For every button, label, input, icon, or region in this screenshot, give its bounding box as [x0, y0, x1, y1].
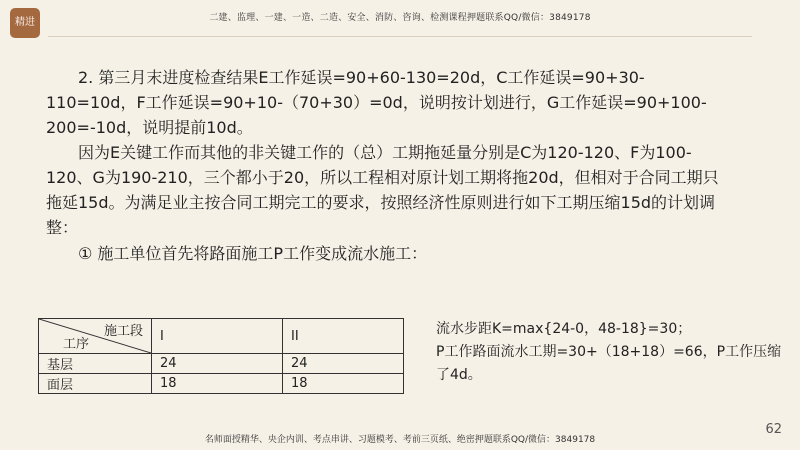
- column-header: I: [152, 319, 283, 354]
- row-label: 面层: [39, 374, 152, 394]
- header-banner: 二建、监理、一建、一造、二造、安全、消防、咨询、检测课程押题联系QQ/微信：3849178: [209, 13, 591, 23]
- table-cell: 24: [283, 354, 404, 374]
- header-process-label: 工序: [63, 337, 90, 352]
- flow-table: [38, 318, 404, 394]
- flow-duration-line: P工作路面流水工期=30+（18+18）=66，P工作压缩了4d。: [436, 344, 782, 383]
- diagonal-header-cell: [39, 319, 152, 354]
- step-one: ① 施工单位首先将路面施工P工作变成流水施工：: [78, 244, 428, 263]
- header-divider: [48, 36, 752, 37]
- page-number: 62: [765, 422, 782, 437]
- row-label: 基层: [39, 354, 152, 374]
- table-cell: 18: [152, 374, 283, 394]
- main-content: [46, 65, 726, 266]
- logo: 精进: [10, 8, 40, 38]
- footer-banner: 名师面授精华、央企内训、考点串讲、习题模考、考前三页纸、绝密押题联系QQ/微信：3849178: [204, 435, 596, 445]
- table-cell: 24: [152, 354, 283, 374]
- calculation-notes: [420, 318, 790, 387]
- step-distance-line: 流水步距K=max{24-0，48-18}=30；: [436, 321, 692, 337]
- table-header-row: [39, 319, 404, 354]
- table-row: [39, 354, 404, 374]
- header-segment-label: 施工段: [103, 324, 143, 339]
- paragraph-progress-check: 2. 第三月末进度检查结果E工作延误=90+60-130=20d，C工作延误=90+30-110=10d，F工作延误=90+10-（70+30）=0d，说明按计划进行，G工作延误=90+100-200=-10d，说明提前10d。: [46, 68, 707, 137]
- column-header: II: [283, 319, 404, 354]
- paragraph-analysis: 因为E关键工作而其他的非关键工作的（总）工期拖延量分别是C为120-120、F为100-120、G为190-210，三个都小于20，所以工程相对原计划工期将拖20d，但相对于合同工期只拖延15d。为满足业主按合同工期完工的要求，按照经济性原则进行如下工期压缩15d的计划调整：: [46, 143, 719, 237]
- table-cell: 18: [283, 374, 404, 394]
- table-row: [39, 374, 404, 394]
